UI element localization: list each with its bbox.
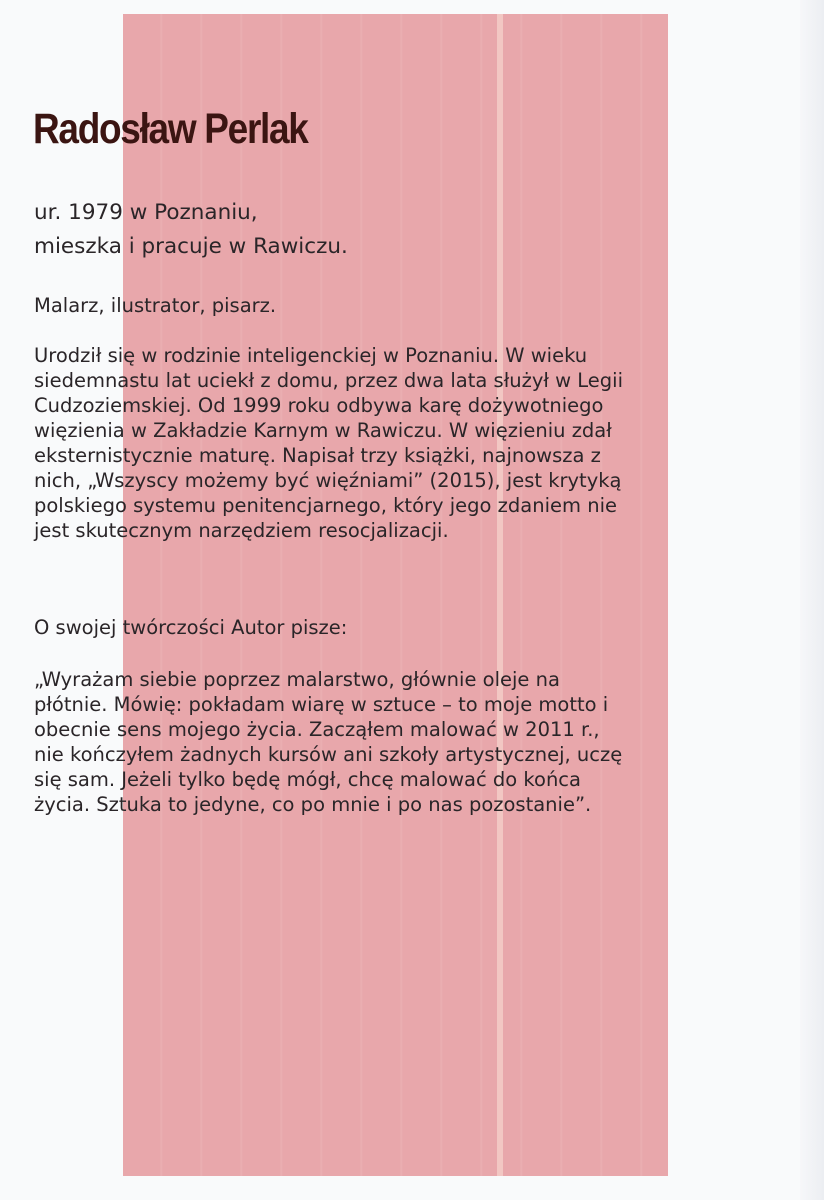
scan-streak [497, 14, 503, 1176]
biography-line: Urodził się w rodzinie inteligenckiej w Poznaniu. W wieku [34, 344, 588, 367]
biography-line: więzienia w Zakładzie Karnym w Rawiczu. W więzieniu zdał [34, 419, 612, 442]
birth-line: ur. 1979 w Poznaniu, [34, 200, 258, 225]
biography-line: Cudzoziemskiej. Od 1999 roku odbywa karę dożywotniego [34, 394, 604, 417]
biography-line: polskiego systemu penitencjarnego, który jego zdaniem nie [34, 494, 617, 517]
quote-intro-paragraph [34, 615, 347, 640]
biography-paragraph [34, 343, 623, 543]
quote-line: obecnie sens mojego życia. Zacząłem malować w 2011 r., [34, 718, 600, 741]
residence-line: mieszka i pracuje w Rawiczu. [34, 234, 348, 259]
quote-intro-line: O swojej twórczości Autor pisze: [34, 616, 348, 639]
profession-paragraph [34, 293, 276, 318]
quote-paragraph [34, 667, 622, 817]
quote-line: „Wyrażam siebie poprzez malarstwo, głównie oleje na [34, 668, 560, 691]
biography-line: nich, „Wszyscy możemy być więźniami” (2015), jest krytyką [34, 469, 622, 492]
biography-line: eksternistycznie maturę. Napisał trzy książki, najnowsza z [34, 444, 601, 467]
birth-and-residence [34, 196, 348, 264]
biography-line: siedemnastu lat uciekł z domu, przez dwa lata służył w Legii [34, 369, 623, 392]
biography-line: jest skutecznym narzędziem resocjalizacji. [34, 519, 449, 542]
profession-line: Malarz, ilustrator, pisarz. [34, 294, 277, 317]
page-edge [800, 0, 824, 1200]
quote-line: życia. Sztuka to jedyne, co po mnie i po nas pozostanie”. [34, 793, 592, 816]
artist-name-title: Radosław Perlak [33, 105, 308, 153]
pink-background-band [123, 14, 668, 1176]
quote-line: się sam. Jeżeli tylko będę mógł, chcę malować do końca [34, 768, 581, 791]
quote-line: nie kończyłem żadnych kursów ani szkoły artystycznej, uczę [34, 743, 623, 766]
quote-line: płótnie. Mówię: pokładam wiarę w sztuce – to moje motto i [34, 693, 609, 716]
